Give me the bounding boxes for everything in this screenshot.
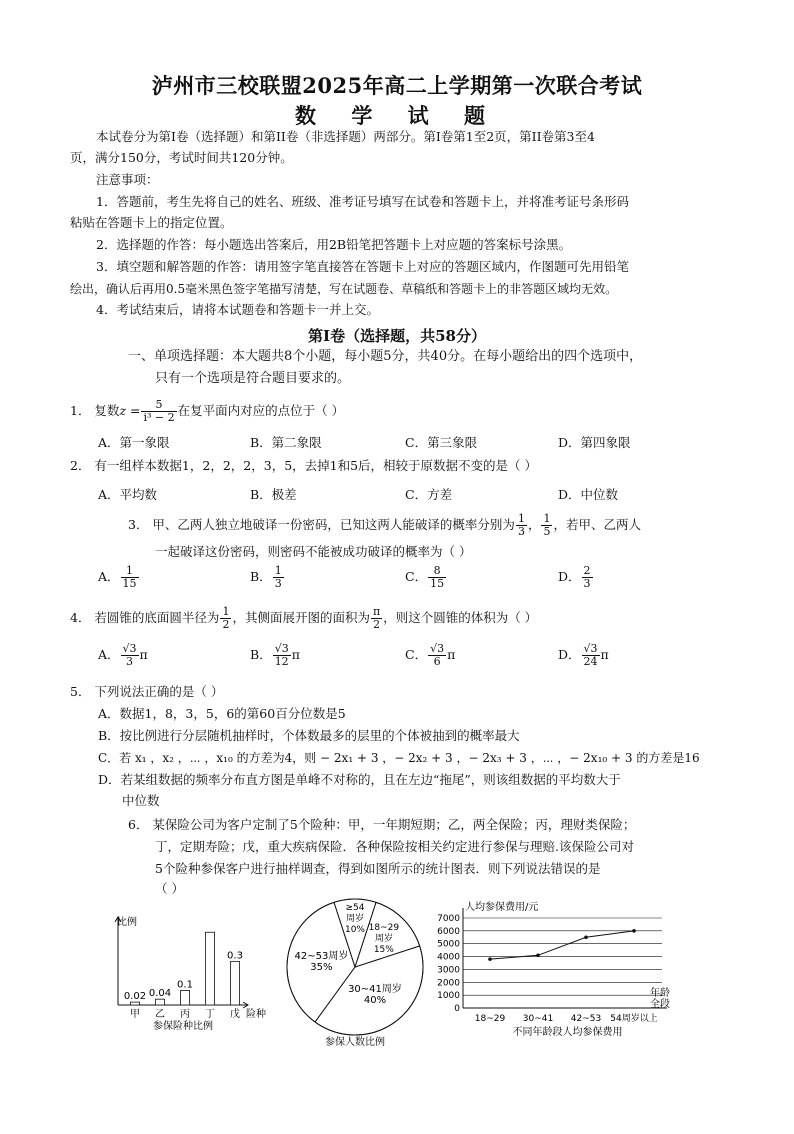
line-point-3 [632,929,636,933]
q1-fraction: $\frac{5}{\text{i³ − 2}}$ [143,398,175,424]
pie-label-2-0: 30~41周岁 [348,984,402,996]
line-xtick-1: 30~41 [522,1014,554,1024]
line-ytick-2: 3000 [437,965,460,976]
line-ytick-5: 6000 [437,926,460,937]
line-xtick-3: 54周岁以上 [610,1014,658,1024]
pie-label-2-1: 40% [363,995,387,1007]
line-xtick-0: 18~29 [474,1014,506,1024]
pie-label-1-0: 18~29 [368,923,400,934]
question-3-line-2: 一起破译这份密码，则密码不能被成功破译的概率为（ ） [155,544,472,559]
line-xtick-2: 42~53 [570,1014,602,1024]
question-4-stem: 4． 若圆锥的底面圆半径为 $\frac{1}{2}$ ，其侧面展开图的面积为 $\frac{\pi}{2}$ ，则这个圆锥的体积为（ ） [70,605,538,631]
q3-option-b: B． $\frac{1}{3}$ [250,564,282,590]
bar-ylabel: 比例 [117,917,137,928]
q2-option-d: D．中位数 [558,487,619,502]
q5-option-b: B．按比例进行分层随机抽样时，个体数最多的层里的个体被抽到的概率最大 [98,728,520,743]
question-1-stem: 1． 复数z = $\frac{5}{\text{i³ − 2}}$ 在复平面内对应的点位于（ ） [70,398,345,424]
q3-option-d: D． $\frac{2}{3}$ [558,564,591,590]
line-title: 不同年龄段人均参保费用 [512,1027,623,1038]
q2-option-c: C．方差 [405,487,453,502]
pie-label-3-1: 35% [310,962,333,974]
q2-option-a: A．平均数 [98,487,158,502]
line-point-0 [488,957,492,961]
bar-label-2: 0.1 [177,979,193,991]
bar-tick-0: 甲 [130,1009,140,1020]
q1-option-a: A．第一象限 [98,435,170,450]
q4-option-c: C． $\frac{√3}{6}$ π [405,642,456,668]
notice-3b: 绘出，确认后再用0.5毫米黑色签字笔描写清楚，写在试题卷、草稿纸和答题卡上的非答题区域均无效。 [70,282,618,296]
bar-label-1: 0.04 [148,988,172,1000]
q4-option-b: B． $\frac{√3}{12}$ π [250,642,300,668]
notice-1a: 1．答题前，考生先将自己的姓名、班级、准考证号填写在试卷和答题卡上，并将准考证号条形码 [96,194,629,209]
bar-4 [231,961,240,1005]
bar-title: 参保险种比例 [153,1021,213,1032]
line-point-1 [536,953,540,957]
bar-chart-insurance-type-ratio [108,905,278,1035]
intro-line-1: 本试卷分为第I卷（选择题）和第II卷（非选择题）两部分。第I卷第1至2页，第II卷第3至4 [96,129,595,144]
line-ytick-6: 7000 [437,914,460,924]
section-title: 第I卷（选择题，共58分） [308,327,486,345]
pie-label-1-1: 周岁 [374,934,393,945]
line-ylabel: 人均参保费用/元 [465,902,539,913]
q4-option-d: D． $\frac{√3}{24}$ π [558,642,609,668]
q2-option-b: B．极差 [250,487,297,502]
notice-3a: 3．填空题和解答题的作答：请用签字笔直接答在答题卡上对应的答题区域内，作图题可先用铅笔 [96,259,629,274]
line-ytick-3: 4000 [437,952,460,963]
notice-title: 注意事项： [96,172,159,187]
q1-option-c: C．第三象限 [405,435,478,450]
pie-title: 参保人数比例 [325,1037,385,1048]
section-instruction-1: 一、单项选择题：本大题共8个小题，每小题5分，共40分。在每小题给出的四个选项中， [128,349,643,364]
bar-tick-3: 丁 [205,1009,215,1020]
question-6-line-2: 丁，定期寿险；戊，重大疾病保险．各种保险按相关约定进行参保与理赔.该保险公司对 [155,839,634,854]
question-3-stem: 3． 甲、乙两人独立地破译一份密码，已知这两人能破译的概率分别为 $\frac{1}{3}$ ， $\frac{1}{5}$ ，若甲、乙两人 [128,512,641,538]
bar-label-4: 0.3 [227,950,243,962]
q5-option-c: C．若 x₁ ，x₂ ，⋯ ，x₁₀ 的方差为4，则 − 2x₁ + 3 ，− 2x₂ + 3 ，− 2x₃ + 3 ，⋯ ，− 2x₁₀ + 3 的方差是16 [98,751,700,765]
section-instruction-2: 只有一个选项是符合题目要求的。 [155,371,351,386]
question-6-line-3: 5个险种参保客户进行抽样调查，得到如图所示的统计图表．则下列说法错误的是 [155,861,601,876]
bar-3 [206,932,215,1005]
intro-line-2: 页，满分150分，考试时间共120分钟。 [70,150,293,165]
pie-label-1-2: 15% [373,945,394,956]
notice-4: 4．考试结束后，请将本试题卷和答题卡一并上交。 [96,302,379,317]
line-xlabel-2: 全段 [650,999,670,1010]
pie-label-0-0: ≥54 [345,903,365,914]
q5-option-a: A．数据1，8，3，5，6的第60百分位数是5 [98,706,346,721]
question-2-stem: 2． 有一组样本数据1，2，2，2，3，5，去掉1和5后，相较于原数据不变的是（ ） [70,458,538,473]
pie-label-0-2: 10% [344,925,366,936]
q5-option-d-2: 中位数 [122,793,160,808]
q1-option-d: D．第四象限 [558,435,631,450]
exam-title: 泸州市三校联盟2025年高二上学期第一次联合考试 [151,73,643,98]
bar-tick-4: 戊 [230,1009,240,1020]
question-5-stem: 5． 下列说法正确的是（ ） [70,684,224,699]
line-series [490,931,634,959]
line-chart-average-fee [430,900,685,1045]
line-ytick-1: 2000 [437,978,460,989]
bar-tick-2: 丙 [180,1009,190,1020]
notice-1b: 粘贴在答题卡上的指定位置。 [70,215,233,230]
bar-xlabel: 险种 [246,1009,266,1020]
subject-title: 数 学 试 题 [295,103,499,128]
bar-0 [131,1002,140,1005]
question-6-line-4: （ ） [155,881,184,896]
q4-option-a: A． $\frac{√3}{3}$ π [98,642,148,668]
line-ytick-0: 1000 [437,991,460,1002]
line-xlabel-1: 年龄 [650,988,670,999]
q1-option-b: B．第二象限 [250,435,322,450]
line-point-2 [584,935,588,939]
line-ytick-4: 5000 [437,939,460,950]
notice-2: 2．选择题的作答：每小题选出答案后，用2B铅笔把答题卡上对应题的答案标号涂黑。 [96,237,572,252]
bar-label-0: 0.02 [123,991,147,1003]
pie-label-3-0: 42~53周岁 [294,951,349,963]
pie-chart-participant-ratio [280,895,430,1050]
bar-2 [181,990,190,1005]
q3-option-c: C． $\frac{8}{15}$ [405,564,445,590]
bar-1 [156,999,165,1005]
pie-label-0-1: 周岁 [345,914,365,925]
bar-tick-1: 乙 [155,1009,165,1020]
q5-option-d-1: D．若某组数据的频率分布直方图是单峰不对称的，且在左边“拖尾”，则该组数据的平均数大于 [98,772,621,787]
q3-option-a: A． $\frac{1}{15}$ [98,564,137,590]
line-ytick-zero: 0 [454,1004,460,1014]
question-6-line-1: 6． 某保险公司为客户定制了5个险种：甲，一年期短期；乙，两全保险；丙，理财类保险； [128,817,636,832]
